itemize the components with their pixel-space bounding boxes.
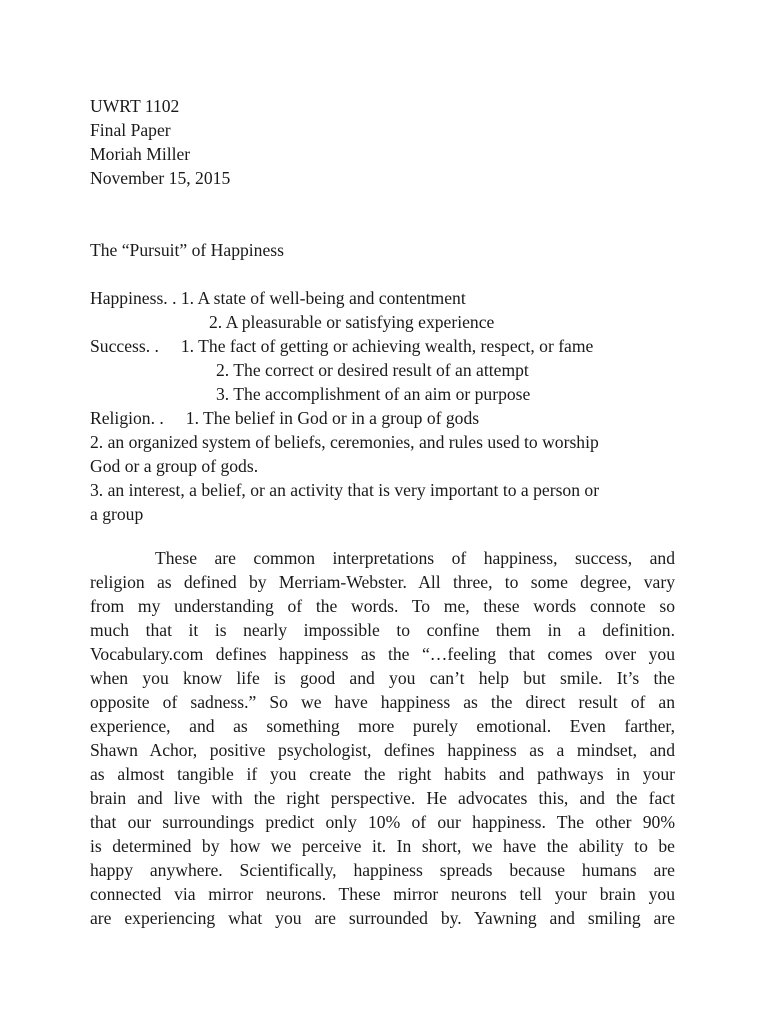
paper-title: The “Pursuit” of Happiness [90, 240, 284, 260]
definition-religion-2a: 2. an organized system of beliefs, ceremonies, and rules used to worship [90, 432, 599, 452]
body-line: when you know life is good and you can’t help but smile. It’s the [90, 668, 675, 688]
definition-religion-1: Religion. . 1. The belief in God or in a group of gods [90, 408, 480, 428]
definition-success-2: 2. The correct or desired result of an attempt [216, 360, 529, 380]
body-line: happy anywhere. Scientifically, happiness spreads because humans are [90, 860, 675, 880]
definition-success-3: 3. The accomplishment of an aim or purpose [216, 384, 531, 404]
body-line: These are common interpretations of happiness, success, and [155, 548, 675, 568]
body-line: opposite of sadness.” So we have happiness as the direct result of an [90, 692, 675, 712]
definition-success-1: Success. . 1. The fact of getting or achieving wealth, respect, or fame [90, 336, 594, 356]
body-line: are experiencing what you are surrounded by. Yawning and smiling are [90, 908, 675, 928]
body-line: Shawn Achor, positive psychologist, defines happiness as a mindset, and [90, 740, 675, 760]
body-line: as almost tangible if you create the right habits and pathways in your [90, 764, 675, 784]
definition-religion-3b: a group [90, 504, 144, 524]
definition-happiness-2: 2. A pleasurable or satisfying experience [209, 312, 495, 332]
body-line: experience, and as something more purely emotional. Even farther, [90, 716, 675, 736]
assignment-name: Final Paper [90, 120, 171, 140]
body-line: Vocabulary.com defines happiness as the “…feeling that comes over you [90, 644, 675, 664]
paper-date: November 15, 2015 [90, 168, 231, 188]
body-line: connected via mirror neurons. These mirror neurons tell your brain you [90, 884, 675, 904]
definition-religion-3a: 3. an interest, a belief, or an activity that is very important to a person or [90, 480, 600, 500]
author-name: Moriah Miller [90, 144, 191, 164]
body-line: from my understanding of the words. To me, these words connote so [90, 596, 675, 616]
course-code: UWRT 1102 [90, 96, 180, 116]
body-line: brain and live with the right perspective. He advocates this, and the fact [90, 788, 675, 808]
definition-religion-2b: God or a group of gods. [90, 456, 259, 476]
body-line: is determined by how we perceive it. In short, we have the ability to be [90, 836, 675, 856]
definition-happiness-1: Happiness. . 1. A state of well-being and contentment [90, 288, 466, 308]
body-line: religion as defined by Merriam-Webster. All three, to some degree, vary [90, 572, 675, 592]
body-line: that our surroundings predict only 10% of our happiness. The other 90% [90, 812, 675, 832]
body-line: much that it is nearly impossible to confine them in a definition. [90, 620, 675, 640]
